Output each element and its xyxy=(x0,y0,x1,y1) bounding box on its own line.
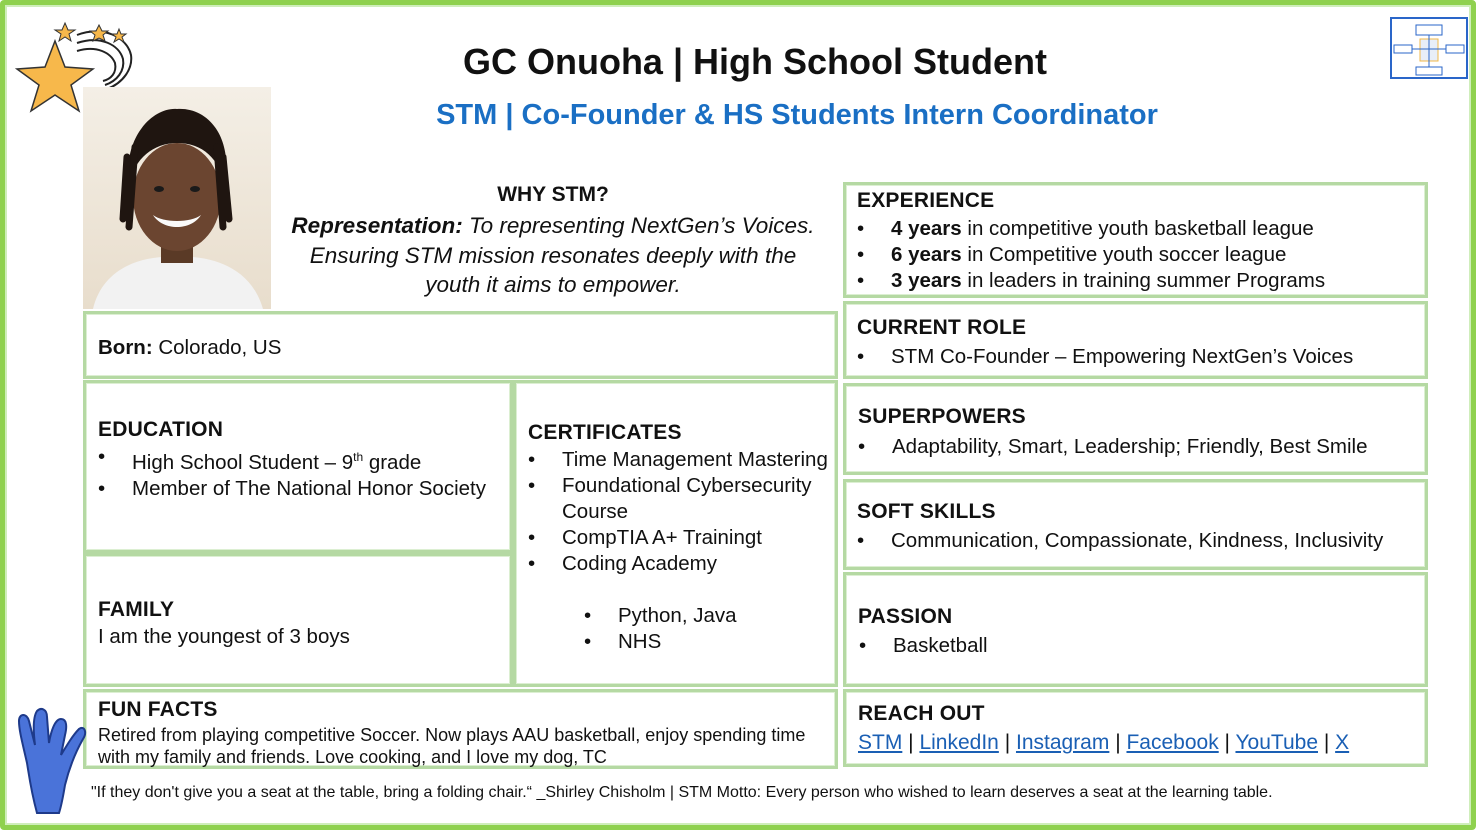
experience-title: EXPERIENCE xyxy=(857,189,995,212)
passion-panel xyxy=(843,572,1428,687)
list-item: • Python, Java xyxy=(584,603,824,629)
list-item: • Foundational Cybersecurity Course xyxy=(528,473,833,525)
link-instagram[interactable]: Instagram xyxy=(1015,731,1110,754)
link-linkedin[interactable]: LinkedIn xyxy=(919,731,999,754)
superpowers-title: SUPERPOWERS xyxy=(858,405,1026,428)
list-item: • STM Co-Founder – Empowering NextGen’s Voices xyxy=(857,344,1417,370)
born-panel xyxy=(83,311,838,379)
certificates-panel xyxy=(513,380,838,687)
soft-skills-panel xyxy=(843,479,1428,570)
hand-gesture-icon xyxy=(13,705,87,815)
passion-title: PASSION xyxy=(858,605,953,628)
list-item: • Basketball xyxy=(859,633,1419,659)
list-item: • CompTIA A+ Trainingt xyxy=(528,525,833,551)
why-stm-lead: Representation: xyxy=(291,213,463,238)
soft-skills-list xyxy=(857,528,1422,554)
family-text: I am the youngest of 3 boys xyxy=(98,625,350,648)
superpowers-list xyxy=(858,434,1418,460)
current-role-list xyxy=(857,344,1417,370)
list-item: • Member of The National Honor Society xyxy=(98,476,498,502)
list-item: • 6 years in Competitive youth soccer league xyxy=(857,242,1417,268)
born-label: Born: xyxy=(98,336,153,359)
current-role-panel xyxy=(843,301,1428,379)
list-item: • NHS xyxy=(584,629,824,655)
fun-facts-text: Retired from playing competitive Soccer. Now plays AAU basketball, enjoy spending time with my family and friends. Love cooking, and I love my dog, TC xyxy=(98,725,806,767)
reach-out-panel xyxy=(843,689,1428,767)
fun-facts-title: FUN FACTS xyxy=(98,698,218,721)
born-value: Colorado, US xyxy=(152,336,282,359)
why-stm-text xyxy=(285,211,821,300)
soft-skills-title: SOFT SKILLS xyxy=(857,500,996,523)
current-role-title: CURRENT ROLE xyxy=(857,316,1027,339)
list-item: • Communication, Compassionate, Kindness, Inclusivity xyxy=(857,528,1422,554)
education-list xyxy=(98,444,498,502)
link-x[interactable]: X xyxy=(1335,731,1350,754)
page-subtitle: STM | Co-Founder & HS Students Intern Coordinator xyxy=(436,99,1158,131)
born-text xyxy=(98,335,281,361)
reach-out-title: REACH OUT xyxy=(858,702,985,725)
why-stm-title: WHY STM? xyxy=(497,183,609,206)
list-item: • Coding Academy xyxy=(528,551,833,577)
certificates-sublist xyxy=(584,603,824,655)
link-stm[interactable]: STM xyxy=(858,731,903,754)
link-facebook[interactable]: Facebook xyxy=(1126,731,1219,754)
fun-facts-panel xyxy=(83,689,838,769)
family-title: FAMILY xyxy=(98,598,175,621)
list-item: • 3 years in leaders in training summer Programs xyxy=(857,268,1417,294)
link-youtube[interactable]: YouTube xyxy=(1235,731,1318,754)
certificates-title: CERTIFICATES xyxy=(528,421,682,444)
certificates-list xyxy=(528,447,833,577)
family-panel xyxy=(83,553,513,687)
experience-panel xyxy=(843,182,1428,298)
footer-quote: "If they don't give you a seat at the table, bring a folding chair.“ _Shirley Chisholm | STM Motto: Every person who wished to learn deserves a seat at the learning table. xyxy=(91,784,1273,801)
list-item: • Adaptability, Smart, Leadership; Friendly, Best Smile xyxy=(858,434,1418,460)
profile-photo xyxy=(83,87,271,309)
passion-list xyxy=(859,633,1419,659)
education-panel xyxy=(83,380,513,553)
list-item: • 4 years in competitive youth basketball league xyxy=(857,216,1417,242)
page-title: GC Onuoha | High School Student xyxy=(462,41,1048,82)
education-title: EDUCATION xyxy=(98,418,224,441)
superpowers-panel xyxy=(843,383,1428,475)
why-stm-body: To representing NextGen’s Voices. Ensuring STM mission resonates deeply with the youth it aims to empower. xyxy=(309,213,815,297)
experience-list xyxy=(857,216,1417,294)
list-item: • High School Student – 9th grade xyxy=(98,444,498,476)
list-item: • Time Management Mastering xyxy=(528,447,833,473)
reach-out-links: STM | LinkedIn | Instagram | Facebook | YouTube | X xyxy=(858,731,1350,754)
